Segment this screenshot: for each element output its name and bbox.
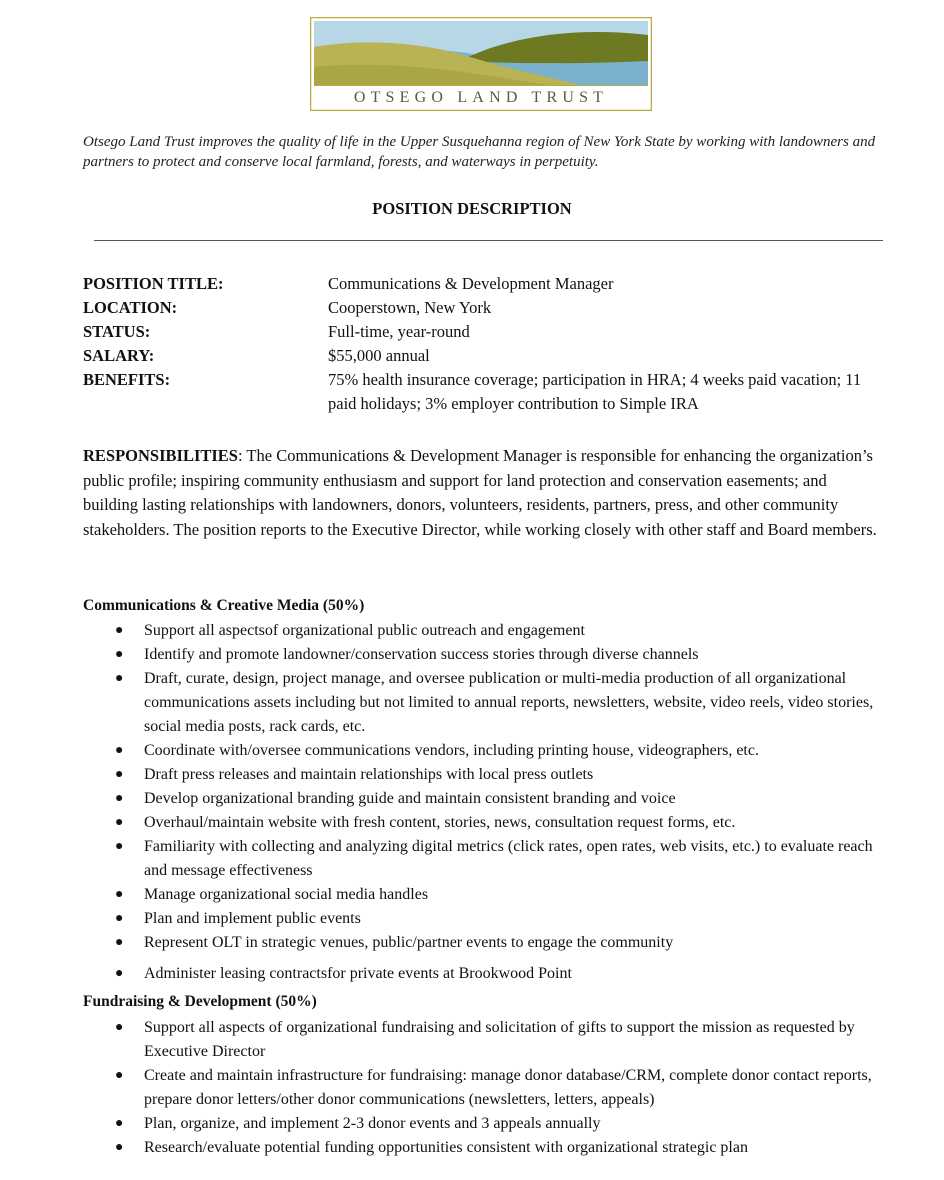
bullet-icon: ●: [115, 767, 124, 782]
list-item: [115, 667, 885, 739]
bullet-icon: ●: [115, 623, 124, 638]
info-key: POSITION TITLE:: [83, 274, 224, 293]
bullet-icon: ●: [115, 935, 124, 950]
list-item-text: Plan and implement public events: [144, 910, 361, 927]
list-item-text: Support all aspects of organizational fundraising and solicitation of gifts to support the mission as requested by Executive Director: [144, 1019, 855, 1060]
list-item-text: Overhaul/maintain website with fresh content, stories, news, consultation request forms, etc.: [144, 814, 736, 831]
list-item: [115, 962, 885, 986]
bullet-icon: ●: [115, 815, 124, 830]
horizontal-rule: [94, 240, 883, 241]
list-item-text: Administer leasing contractsfor private events at Brookwood Point: [144, 965, 572, 982]
logo-org-name: OTSEGO LAND TRUST: [353, 89, 609, 106]
bullet-icon: ●: [115, 966, 124, 981]
position-info: [83, 272, 883, 416]
responsibilities-text: : The Communications & Development Manager is responsible for enhancing the organization’s public profile; inspiring community enthusiasm and support for land protection and conservation easements; and building lasting relationships with landowners, donors, volunteers, residents, partners, press, and other community stakeholders. The position reports to the Executive Director, while working closely with other staff and Board members.: [83, 446, 877, 539]
list-item: [115, 931, 885, 955]
list-item: [115, 907, 885, 931]
list-item: [115, 811, 885, 835]
list-item-text: Plan, organize, and implement 2-3 donor events and 3 appeals annually: [144, 1115, 601, 1132]
otsego-land-trust-logo: [310, 17, 652, 111]
list-item: [115, 763, 885, 787]
bullet-icon: ●: [115, 671, 124, 686]
list-item-text: Familiarity with collecting and analyzing digital metrics (click rates, open rates, web visits, etc.) to evaluate reach and message effectiveness: [144, 838, 873, 879]
bullet-icon: ●: [115, 1068, 124, 1083]
list-item-text: Coordinate with/oversee communications vendors, including printing house, videographers, etc.: [144, 742, 759, 759]
info-row-title: [83, 272, 883, 296]
list-item-text: Create and maintain infrastructure for fundraising: manage donor database/CRM, complete donor contact reports, prepare donor letters/other donor communications (newsletters, letters, appeals): [144, 1067, 872, 1108]
mission-statement: Otsego Land Trust improves the quality of life in the Upper Susquehanna region of New York State by working with landowners and partners to protect and conserve local farmland, forests, and waterways in perpetuity.: [83, 134, 876, 170]
bullet-icon: ●: [115, 1116, 124, 1131]
bullet-icon: ●: [115, 743, 124, 758]
bullet-icon: ●: [115, 887, 124, 902]
list-item-text: Identify and promote landowner/conservation success stories through diverse channels: [144, 646, 699, 663]
fundraising-list: [115, 1016, 885, 1160]
info-key: STATUS:: [83, 322, 151, 341]
info-value: Full-time, year-round: [328, 322, 470, 341]
info-row-location: [83, 296, 883, 320]
bullet-icon: ●: [115, 839, 124, 854]
info-row-benefits: [83, 368, 883, 416]
logo-divider: [314, 85, 648, 86]
list-item: [115, 835, 885, 883]
list-item-text: Research/evaluate potential funding opportunities consistent with organizational strategic plan: [144, 1139, 748, 1156]
list-item: [115, 787, 885, 811]
section-heading-communications: Communications & Creative Media (50%): [83, 597, 365, 614]
info-key: BENEFITS:: [83, 370, 171, 389]
list-item: [115, 739, 885, 763]
logo-graphic: [310, 17, 652, 111]
list-item: [115, 1112, 885, 1136]
list-item: [115, 1016, 885, 1064]
info-row-status: [83, 320, 883, 344]
communications-list: [115, 619, 885, 986]
section-heading-fundraising: Fundraising & Development (50%): [83, 993, 317, 1010]
bullet-icon: ●: [115, 1140, 124, 1155]
responsibilities-label: RESPONSIBILITIES: [83, 446, 238, 465]
info-value: Communications & Development Manager: [328, 274, 614, 293]
page-title: POSITION DESCRIPTION: [372, 199, 572, 218]
list-item: [115, 883, 885, 907]
info-value: 75% health insurance coverage; participation in HRA; 4 weeks paid vacation; 11 paid holidays; 3% employer contribution to Simple IRA: [328, 370, 862, 413]
info-value: $55,000 annual: [328, 346, 430, 365]
bullet-icon: ●: [115, 647, 124, 662]
list-item-text: Represent OLT in strategic venues, public/partner events to engage the community: [144, 934, 674, 951]
info-row-salary: [83, 344, 883, 368]
list-item: [115, 619, 885, 643]
bullet-icon: ●: [115, 1020, 124, 1035]
list-item: [115, 1064, 885, 1112]
bullet-icon: ●: [115, 791, 124, 806]
info-key: SALARY:: [83, 346, 155, 365]
list-item-text: Draft, curate, design, project manage, and oversee publication or multi-media production of all organizational communications assets including but not limited to annual reports, newsletters, website, video reels, video stories, social media posts, rack cards, etc.: [144, 670, 874, 735]
list-item-text: Draft press releases and maintain relationships with local press outlets: [144, 766, 594, 783]
responsibilities-paragraph: [83, 444, 883, 542]
list-item: [115, 1136, 885, 1160]
list-item: [115, 643, 885, 667]
info-key: LOCATION:: [83, 298, 178, 317]
info-value: Cooperstown, New York: [328, 298, 492, 317]
list-item-text: Manage organizational social media handles: [144, 886, 429, 903]
bullet-icon: ●: [115, 911, 124, 926]
list-item-text: Support all aspectsof organizational public outreach and engagement: [144, 622, 585, 639]
list-item-text: Develop organizational branding guide and maintain consistent branding and voice: [144, 790, 676, 807]
